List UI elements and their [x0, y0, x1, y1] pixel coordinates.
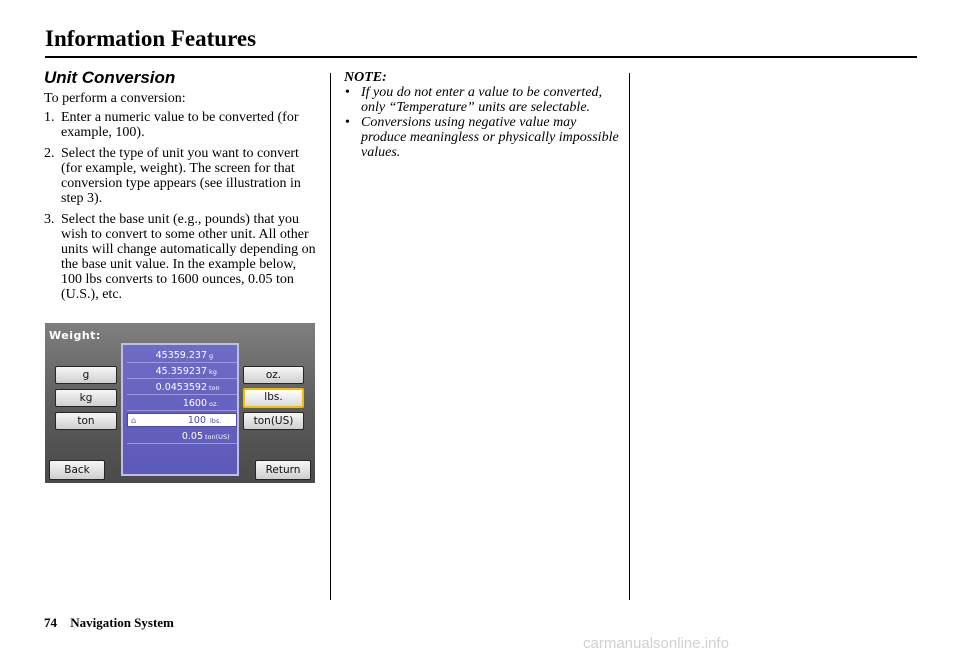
- note-text: If you do not enter a value to be converted, only “Temperature” units are selectable.: [361, 85, 603, 115]
- value-number: 45.359237: [155, 366, 207, 377]
- value-row: [127, 365, 237, 379]
- return-button[interactable]: Return: [255, 460, 311, 480]
- note-text: Conversions using negative value may produce meaningless or physically impossible values.: [361, 115, 619, 160]
- step-item: [44, 212, 320, 302]
- intro-text: To perform a conversion:: [44, 91, 186, 106]
- section-heading: Unit Conversion: [44, 68, 176, 87]
- value-number: 100: [187, 415, 206, 426]
- steps-list: [44, 110, 320, 308]
- back-button[interactable]: Back: [49, 460, 105, 480]
- watermark: carmanualsonline.info: [583, 635, 729, 652]
- unit-button-lbs[interactable]: lbs.: [243, 388, 304, 408]
- header-rule: [45, 56, 917, 58]
- note-title: NOTE:: [344, 70, 387, 85]
- navigation-screen-illustration: [45, 323, 315, 483]
- page-title: Information Features: [45, 26, 257, 51]
- value-row: [127, 430, 237, 444]
- value-unit: oz.: [209, 400, 219, 408]
- step-item: [44, 146, 320, 206]
- value-unit: ton(US): [205, 433, 230, 441]
- unit-button-ton-us[interactable]: ton(US): [243, 412, 304, 430]
- unit-button-kg[interactable]: kg: [55, 389, 117, 407]
- step-number: 1.: [44, 110, 55, 125]
- footer-label: Navigation System: [70, 615, 174, 630]
- page-footer: [44, 614, 174, 632]
- value-number: 45359.237: [155, 350, 207, 361]
- value-unit: g: [209, 352, 214, 360]
- step-number: 3.: [44, 212, 55, 227]
- bullet: •: [345, 115, 350, 130]
- value-row: [127, 349, 237, 363]
- value-row: [127, 381, 237, 395]
- unit-button-oz[interactable]: oz.: [243, 366, 304, 384]
- conversion-values-panel: [121, 343, 239, 476]
- note-column: [344, 70, 620, 160]
- bullet: •: [345, 85, 350, 100]
- value-unit: lbs.: [210, 417, 222, 425]
- unit-button-ton[interactable]: ton: [55, 412, 117, 430]
- value-unit: ton: [209, 384, 220, 392]
- value-unit: kg: [209, 368, 217, 376]
- column-divider-right: [629, 73, 630, 600]
- value-row-selected[interactable]: [127, 413, 237, 427]
- note-item: [344, 115, 620, 160]
- column-divider-left: [330, 73, 331, 600]
- step-item: [44, 110, 320, 140]
- unit-button-g[interactable]: g: [55, 366, 117, 384]
- value-number: 0.0453592: [155, 382, 207, 393]
- value-number: 0.05: [181, 431, 203, 442]
- home-icon: ⌂: [131, 416, 137, 425]
- step-text: Enter a numeric value to be converted (for example, 100).: [61, 110, 299, 140]
- screen-title: Weight:: [49, 329, 101, 342]
- value-number: 1600: [182, 398, 207, 409]
- step-text: Select the base unit (e.g., pounds) that you wish to convert to some other unit. All other units will change automatically depending on the base unit value. In the example below, 100 lbs converts to 1600 ounces, 0.05 ton (U.S.), etc.: [61, 212, 316, 302]
- step-text: Select the type of unit you want to convert (for example, weight). The screen for that conversion type appears (see illustration in step 3).: [61, 146, 301, 206]
- value-row: [127, 397, 237, 411]
- step-number: 2.: [44, 146, 55, 161]
- note-item: [344, 85, 620, 115]
- page-number: 74: [44, 615, 57, 630]
